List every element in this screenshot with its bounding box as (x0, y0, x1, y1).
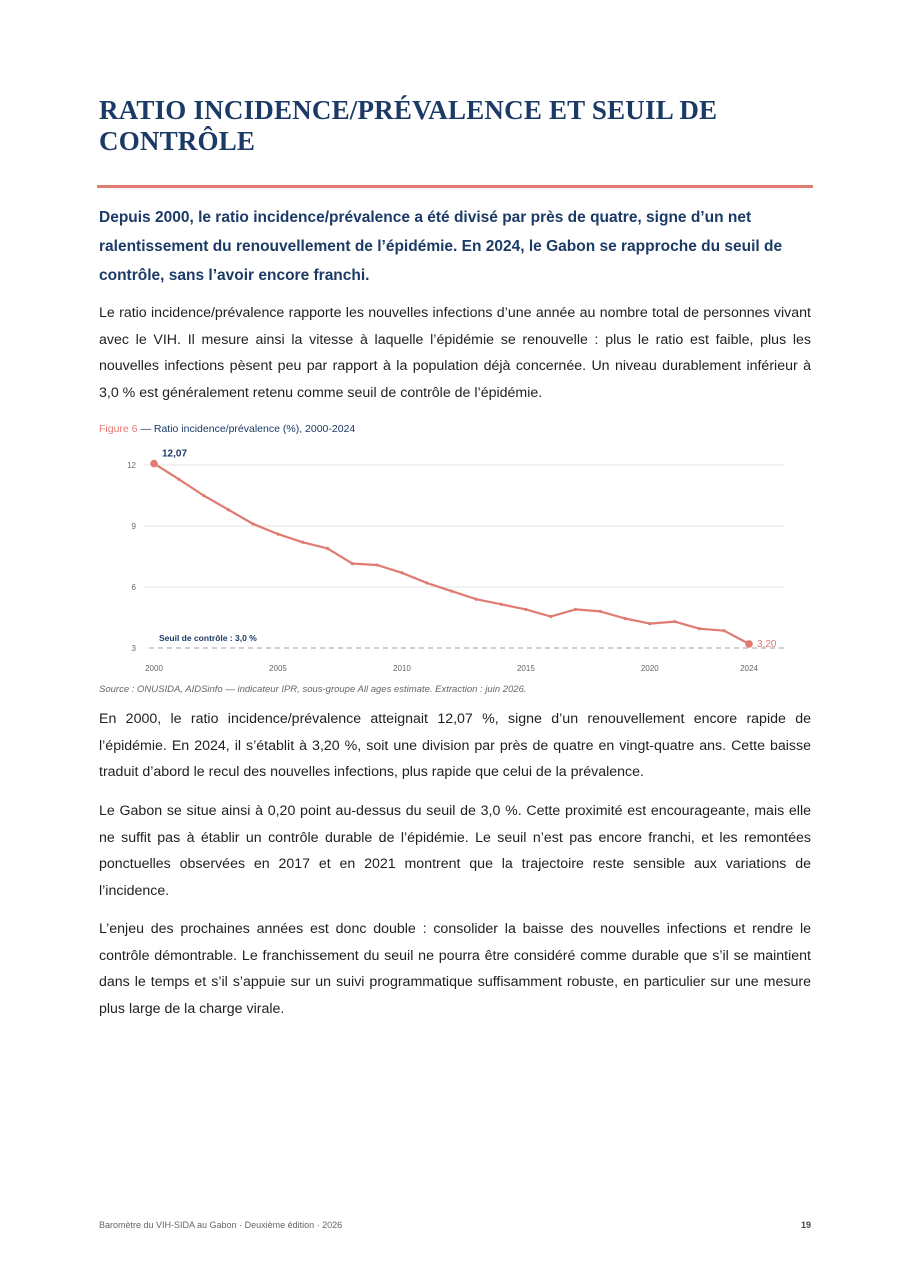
x-tick-label: 2015 (516, 664, 535, 673)
data-point (745, 640, 753, 648)
data-point (524, 608, 527, 611)
y-tick-label: 12 (127, 461, 136, 470)
body-paragraph-3: Le Gabon se situe ainsi à 0,20 point au-dessus du seuil de 3,0 %. Cette proximité est encourageante, mais elle ne suffit pas à établir un contrôle durable de l’épidémie. Le seuil n’est pas encore franchi, et les remontées ponctuelles observées en 2017 et en 2021 montrent que la trajectoire reste sensible aux variations de l’incidence. (99, 803, 811, 899)
figure-separator: — (137, 423, 154, 435)
data-point (549, 615, 552, 618)
data-point (351, 562, 354, 565)
title-rule (97, 185, 813, 188)
data-point (599, 610, 602, 613)
x-tick-label: 2024 (740, 664, 758, 673)
page-title: RATIO INCIDENCE/PRÉVALENCE ET SEUIL DE CONTRÔLE (99, 95, 718, 156)
figure-source: Source : ONUSIDA, AIDSinfo — indicateur IPR, sous-groupe All ages estimate. Extraction : juin 2026. (99, 684, 527, 695)
data-point (574, 608, 577, 611)
footer-publication: Baromètre du VIH-SIDA au Gabon · Deuxième édition · 2026 (99, 1220, 343, 1230)
lead-paragraph: Depuis 2000, le ratio incidence/prévalence a été divisé par près de quatre, signe d’un net ralentissement du renouvellement de l’épidémie. En 2024, le Gabon se rapproche du seuil de contrôle, sans l’avoir encore franchi. (99, 209, 783, 284)
data-point (673, 620, 676, 623)
data-point (450, 589, 453, 592)
data-point (177, 478, 180, 481)
data-points (150, 460, 753, 648)
data-point (326, 547, 329, 550)
threshold-label: Seuil de contrôle : 3,0 % (159, 633, 257, 643)
data-point (227, 508, 230, 511)
body-paragraph-2: En 2000, le ratio incidence/prévalence atteignait 12,07 %, signe d’un renouvellement encore rapide de l’épidémie. En 2024, il s’établit à 3,20 %, soit une division par près de quatre en vingt-quatre ans. Cette baisse traduit d’abord le recul des nouvelles infections, plus rapide que celui de la prévalence. (99, 711, 811, 780)
data-point (698, 627, 701, 630)
data-point (301, 541, 304, 544)
body-paragraph-4: L’enjeu des prochaines années est donc double : consolider la baisse des nouvelles infections et rendre le contrôle démontrable. Le franchissement du seuil ne pourra être considéré comme durable que s’il se maintient dans le temps et s’il s’appuie sur un suivi programmatique suffisamment robuste, en particulier sur une mesure plus large de la charge virale. (99, 921, 811, 1017)
y-tick-label: 3 (131, 644, 136, 653)
data-point (276, 533, 279, 536)
figure-caption-text: Ratio incidence/prévalence (%), 2000-2024 (153, 423, 356, 435)
data-point (150, 460, 158, 468)
data-label-first: 12,07 (162, 448, 188, 460)
series-line (154, 464, 749, 644)
data-point (252, 522, 255, 525)
data-point (723, 629, 726, 632)
data-point (499, 603, 502, 606)
page-number: 19 (800, 1220, 811, 1230)
data-point (475, 598, 478, 601)
x-tick-label: 2010 (393, 664, 411, 673)
data-point (623, 617, 626, 620)
x-tick-label: 2000 (145, 664, 163, 673)
body-paragraph-1: Le ratio incidence/prévalence rapporte les nouvelles infections d’une année au nombre total de personnes vivant avec le VIH. Il mesure ainsi la vitesse à laquelle l’épidémie se renouvelle : plus le ratio est faible, plus les nouvelles infections pèsent peu par rapport à la population déjà concernée. Un niveau durablement inférieur à 3,0 % est généralement retenu comme seuil de contrôle de l’épidémie. (99, 305, 811, 401)
y-tick-label: 6 (131, 583, 136, 592)
x-axis-ticks (145, 664, 758, 673)
data-point (400, 571, 403, 574)
data-point (648, 622, 651, 625)
data-point (425, 581, 428, 584)
y-axis-ticks (127, 461, 136, 653)
data-label-last: 3,20 (757, 638, 777, 650)
y-tick-label: 9 (131, 522, 136, 531)
figure-caption (99, 423, 355, 435)
ratio-line-chart (99, 443, 810, 678)
x-tick-label: 2020 (640, 664, 659, 673)
grid-lines (144, 465, 784, 587)
data-point (376, 563, 379, 566)
data-point (202, 494, 205, 497)
figure-number: Figure 6 (99, 423, 138, 435)
x-tick-label: 2005 (269, 664, 287, 673)
